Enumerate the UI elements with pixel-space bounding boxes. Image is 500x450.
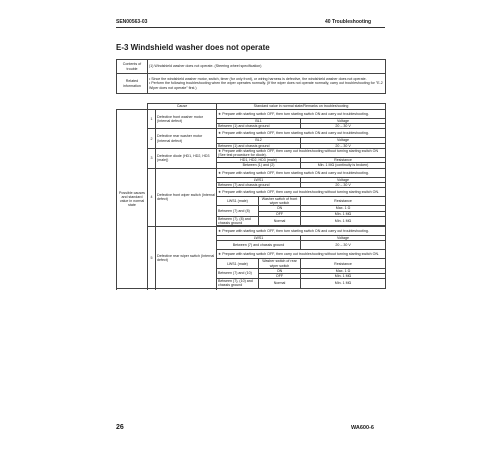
measure-point: Between (7), (10) and chassis ground <box>217 279 259 288</box>
contents-label: Contents of trouble <box>117 60 148 74</box>
switch-state-on: ON <box>259 206 301 211</box>
prepare-note: ★ Prepare with starting switch OFF, then carry out troubleshooting without turning starting switch ON (See test procedure for diode). <box>217 148 386 157</box>
connector-male: LWS1 (male) <box>217 197 259 206</box>
switch-state-normal: Normal <box>259 216 301 225</box>
cause-number: 4 <box>148 168 156 227</box>
section-title: 40 Troubleshooting <box>325 19 372 25</box>
prepare-note: ★ Prepare with starting switch OFF, then turn starting switch ON and carry out troubleshooting. <box>217 168 386 177</box>
measure-point: Between (7) and (10) <box>217 268 259 278</box>
standard-value: Min. 1 MΩ <box>301 274 386 279</box>
measure-point: Between (7) and chassis ground <box>217 182 301 187</box>
standard-value: 20 – 30 V <box>301 124 386 129</box>
standard-value: Min. 1 MΩ <box>301 279 386 288</box>
head-standard: Standard value in normal state/Remarks on troubleshooting <box>217 104 386 110</box>
related-item: • Since the windshield washer motor, switch, timer (for only front), or wiring harness is defective, the windshield washer does not operate. <box>149 77 367 82</box>
cause-number: 5 <box>148 227 156 289</box>
resistance-head: Resistance <box>301 197 386 206</box>
connector-label: HD1, HD2, HD3 (male) <box>217 158 301 163</box>
standard-value: Min. 1 MΩ (continuity is broken) <box>301 163 386 168</box>
switch-state-off: OFF <box>259 211 301 216</box>
switch-state-on: ON <box>259 268 301 273</box>
connector-male: LWS1 (male) <box>217 259 259 268</box>
measure-point: Between (1) and chassis ground <box>217 124 301 129</box>
prepare-note: ★ Prepare with starting switch OFF, then turn starting switch ON and carry out troubleshooting. <box>217 110 386 119</box>
prepare-note: ★ Prepare with starting switch OFF, then carry out troubleshooting without turning starting switch ON. <box>217 250 386 259</box>
related-item: • Perform the following troubleshooting when the wiper operates normally. (If the wiper does not operate normally, carry out troubleshooting for "E-2 Wiper does not operate" first.) <box>149 81 383 90</box>
head-cause: Cause <box>148 104 217 110</box>
switch-state-off: OFF <box>259 274 301 279</box>
measure-point: Between (7), (8) and chassis ground <box>217 216 259 225</box>
prepare-note: ★ Prepare with starting switch OFF, then turn starting switch ON and carry out troubleshooting. <box>217 227 386 236</box>
measure-point: Between (1) and (2) <box>217 163 301 168</box>
related-info <box>148 74 386 94</box>
cause-text: Defective rear wiper switch (Internal defect) <box>156 227 217 289</box>
standard-value: Max. 1 Ω <box>301 268 386 273</box>
measure-point: Between (1) and chassis ground <box>217 143 301 148</box>
possible-causes-label: Possible causes and standard value in normal state <box>117 110 148 289</box>
connector-label: LWS1 <box>217 177 301 182</box>
cause-text: Defective front washer motor (Internal defect) <box>156 110 217 129</box>
prepare-note: ★ Prepare with starting switch OFF, then carry out troubleshooting without turning starting switch ON. <box>217 188 386 197</box>
cause-number: 3 <box>148 148 156 168</box>
cause-text: Defective rear washer motor (Internal defect) <box>156 129 217 148</box>
standard-value: 20 – 30 V <box>301 182 386 187</box>
contents-text: (1) Windshield washer does not operate. (Steering wheel specification) <box>148 60 386 74</box>
connector-label: LWS1 <box>217 236 301 241</box>
standard-value: Min. 1 MΩ <box>301 211 386 216</box>
page-title: E-3 Windshield washer does not operate <box>116 43 270 52</box>
model-code: WA600-6 <box>351 425 374 431</box>
related-label: Related information <box>117 74 148 94</box>
measure-point: Between (7) and chassis ground <box>217 241 301 250</box>
switch-state-normal: Normal <box>259 279 301 288</box>
voltage-head: Voltage <box>301 119 386 124</box>
info-table <box>116 59 386 94</box>
standard-value: 20 – 30 V <box>301 241 386 250</box>
standard-value: Max. 1 Ω <box>301 206 386 211</box>
connector-label: BL1 <box>217 119 301 124</box>
switch-label: Washer switch of front wiper switch <box>259 197 301 206</box>
page-number: 26 <box>116 424 124 431</box>
connector-label: BL2 <box>217 138 301 143</box>
resistance-head: Resistance <box>301 259 386 268</box>
voltage-head: Voltage <box>301 138 386 143</box>
cause-number: 2 <box>148 129 156 148</box>
prepare-note: ★ Prepare with starting switch OFF, then turn starting switch ON and carry out troubleshooting. <box>217 129 386 138</box>
doc-code: SEN00563-03 <box>116 19 148 25</box>
standard-value: Min. 1 MΩ <box>301 216 386 225</box>
header-rule <box>116 27 385 28</box>
standard-value: 20 – 30 V <box>301 143 386 148</box>
cause-number: 1 <box>148 110 156 129</box>
switch-label: Washer switch of rear wiper switch <box>259 259 301 268</box>
voltage-head: Voltage <box>301 177 386 182</box>
cause-text: Defective diode (HD1, HD2, HD3 (male)) <box>156 148 217 168</box>
measure-point: Between (7) and (8) <box>217 206 259 216</box>
resistance-head: Resistance <box>301 158 386 163</box>
cause-text: Defective front wiper switch (Internal defect) <box>156 168 217 227</box>
voltage-head: Voltage <box>301 236 386 241</box>
cause-table <box>116 103 386 289</box>
